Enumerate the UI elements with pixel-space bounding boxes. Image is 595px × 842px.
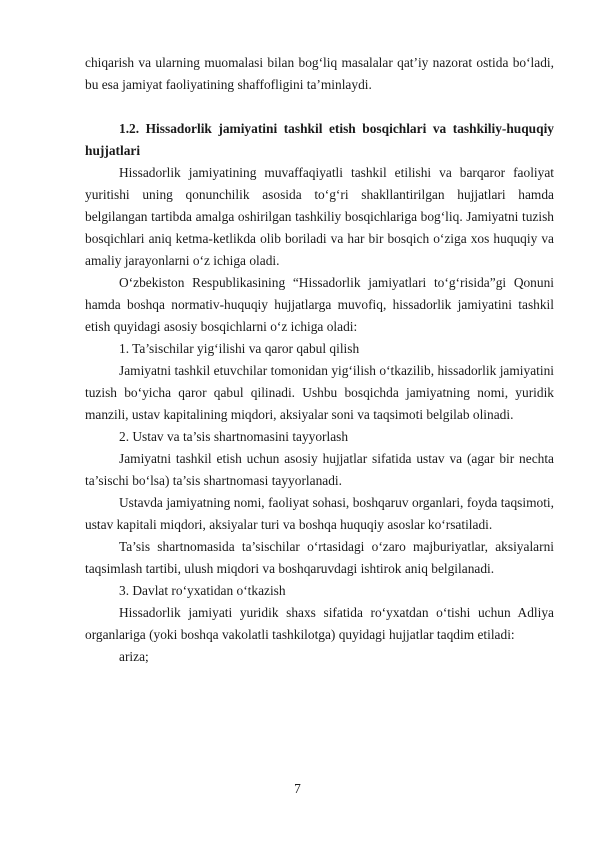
paragraph-1: Hissadorlik jamiyatining muvaffaqiyatli tashkil etilishi va barqaror faoliyat yuritishi uning qonunchilik asosida to‘g‘ri shakllantirilgan hujjatlari hamda belgilangan tartibda amalga oshirilgan tashkiliy bosqichlariga bog‘liq. Jamiyatni tuzish bosqichlari aniq ketma-ketlikda olib boriladi va har bir bosqich o‘ziga xos huquqiy va amaliy jarayonlarni o‘z ichiga oladi. — [85, 165, 554, 268]
step-3-title: 3. Davlat ro‘yxatidan o‘tkazish — [119, 583, 286, 598]
step-2-text: Jamiyatni tashkil etish uchun asosiy hujjatlar sifatida ustav va (agar bir nechta ta’sischi bo‘lsa) ta’sis shartnomasi tayyorlanadi. — [85, 451, 554, 488]
section-heading: 1.2. Hissadorlik jamiyatini tashkil etish bosqichlari va tashkiliy-huquqiy hujjatlari — [85, 121, 554, 158]
step-2-title: 2. Ustav va ta’sis shartnomasini tayyorlash — [119, 429, 349, 444]
step-2-text-ustav: Ustavda jamiyatning nomi, faoliyat sohasi, boshqaruv organlari, foyda taqsimoti, ustav kapitali miqdori, aksiyalar turi va boshqa huquqiy asoslar ko‘rsatiladi. — [85, 495, 554, 532]
document-page — [85, 52, 554, 668]
list-item-ariza: ariza; — [119, 649, 149, 664]
step-3-text: Hissadorlik jamiyati yuridik shaxs sifatida ro‘yxatdan o‘tishi uchun Adliya organlariga (yoki boshqa vakolatli tashkilotga) quyidagi hujjatlar taqdim etiladi: — [85, 605, 554, 642]
paragraph-2: O‘zbekiston Respublikasining “Hissadorlik jamiyatlari to‘g‘risida”gi Qonuni hamda boshqa normativ-huquqiy hujjatlarga muvofiq, hissadorlik jamiyatini tashkil etish quyidagi asosiy bosqichlarni o‘z ichiga oladi: — [85, 275, 554, 334]
step-1-text: Jamiyatni tashkil etuvchilar tomonidan yig‘ilish o‘tkazilib, hissadorlik jamiyatini tuzish bo‘yicha qaror qabul qilinadi. Ushbu bosqichda jamiyatning nomi, yuridik manzili, ustav kapitalining miqdori, aksiyalar soni va taqsimoti belgilab olinadi. — [85, 363, 554, 422]
step-1-title: 1. Ta’sischilar yig‘ilishi va qaror qabul qilish — [119, 341, 360, 356]
page-number: 7 — [294, 781, 301, 796]
step-2-text-shartnoma: Ta’sis shartnomasida ta’sischilar o‘rtasidagi o‘zaro majburiyatlar, aksiyalarni taqsimlash tartibi, ulush miqdori va boshqaruvdagi ishtirok aniq belgilanadi. — [85, 539, 554, 576]
paragraph-intro-continuation: chiqarish va ularning muomalasi bilan bog‘liq masalalar qat’iy nazorat ostida bo‘ladi, bu esa jamiyat faoliyatining shaffofligini ta’minlaydi. — [85, 55, 554, 92]
